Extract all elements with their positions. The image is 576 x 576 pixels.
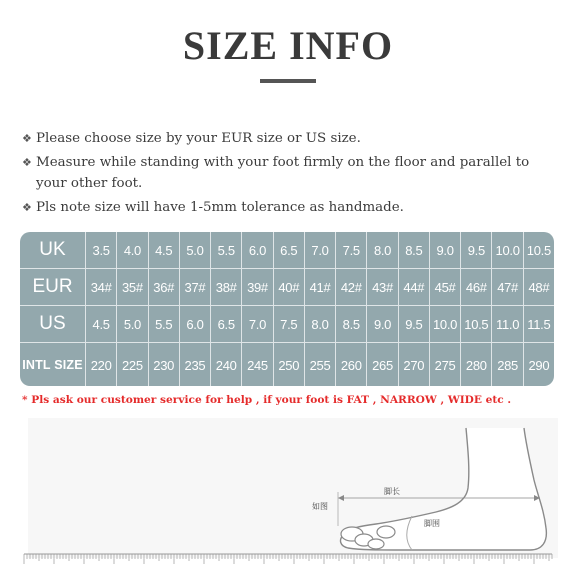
table-cell: 5.5 <box>211 232 242 268</box>
table-cell: 11.5 <box>527 316 551 332</box>
table-cell: 4.5 <box>149 232 180 268</box>
table-cell: 3.5 <box>86 232 117 268</box>
table-cell: 8.0 <box>367 232 398 268</box>
bullet-icon: ❖ <box>22 132 32 145</box>
note-item <box>22 197 562 219</box>
table-cell: 8.5 <box>336 306 367 342</box>
example-label: 如图 <box>312 502 328 511</box>
table-cell: 10.0 <box>492 232 523 268</box>
table-row <box>20 269 554 306</box>
table-cell: 38# <box>211 269 242 305</box>
toe-3 <box>368 539 384 549</box>
title-underline <box>260 79 316 83</box>
row-label: US <box>20 306 86 342</box>
table-cell: 7.0 <box>242 306 273 342</box>
row-label: INTL SIZE <box>20 343 86 386</box>
table-cell: 37# <box>180 269 211 305</box>
customer-service-warning: * Pls ask our customer service for help , if your foot is FAT , NARROW , WIDE etc . <box>22 394 512 406</box>
table-cell: 235 <box>180 343 211 386</box>
bullet-icon: ❖ <box>22 155 32 169</box>
foot-circumference-label: 脚围 <box>424 519 440 528</box>
table-cell: 250 <box>274 343 305 386</box>
bullet-icon: ❖ <box>22 200 32 214</box>
table-cell: 5.5 <box>149 306 180 342</box>
table-cell: 6.5 <box>274 232 305 268</box>
table-cell: 9.0 <box>367 306 398 342</box>
table-cell: 40# <box>274 269 305 305</box>
table-cell: 220 <box>86 343 117 386</box>
table-cell: 47# <box>492 269 523 305</box>
table-cell: 225 <box>117 343 148 386</box>
table-cell: 36# <box>149 269 180 305</box>
row-label: UK <box>20 232 86 268</box>
table-cell: 44# <box>399 269 430 305</box>
table-cell: 7.0 <box>305 232 336 268</box>
table-cell: 280 <box>461 343 492 386</box>
foot-length-label: 脚长 <box>384 487 400 496</box>
table-cell: 42# <box>336 269 367 305</box>
toe-4 <box>377 526 395 538</box>
table-cell: 5.0 <box>180 232 211 268</box>
table-cell: 260 <box>336 343 367 386</box>
table-cell: 6.0 <box>242 232 273 268</box>
table-cell: 6.5 <box>211 306 242 342</box>
table-cell: 7.5 <box>274 306 305 342</box>
table-cell: 35# <box>117 269 148 305</box>
table-cell: 7.5 <box>336 232 367 268</box>
table-cell: 39# <box>242 269 273 305</box>
table-cell: 10.5 <box>461 306 492 342</box>
size-notes <box>22 128 562 220</box>
table-cell: 265 <box>367 343 398 386</box>
table-cell: 245 <box>242 343 273 386</box>
table-cell: 9.5 <box>461 232 492 268</box>
table-cell: 41# <box>305 269 336 305</box>
note-text: Measure while standing with your foot firmly on the floor and parallel to your other foot. <box>36 154 530 191</box>
table-cell: 240 <box>211 343 242 386</box>
table-cell: 9.0 <box>430 232 461 268</box>
row-label: EUR <box>20 269 86 305</box>
table-cell: 48# <box>528 279 550 295</box>
size-chart-table <box>20 232 554 386</box>
note-text: Pls note size will have 1-5mm tolerance as handmade. <box>36 199 404 215</box>
table-cell: 34# <box>86 269 117 305</box>
table-cell: 8.0 <box>305 306 336 342</box>
table-cell: 8.5 <box>399 232 430 268</box>
table-cell: 285 <box>492 343 523 386</box>
table-cell: 4.0 <box>117 232 148 268</box>
table-cell: 230 <box>149 343 180 386</box>
table-cell: 4.5 <box>86 306 117 342</box>
table-cell: 11.0 <box>492 306 523 342</box>
note-text: Please choose size by your EUR size or US size. <box>36 131 361 146</box>
table-row <box>20 343 554 386</box>
table-cell: 6.0 <box>180 306 211 342</box>
table-cell: 10.5 <box>526 242 551 258</box>
table-cell: 43# <box>367 269 398 305</box>
table-cell: 290 <box>528 357 550 373</box>
table-cell: 275 <box>430 343 461 386</box>
table-cell: 5.0 <box>117 306 148 342</box>
table-row <box>20 232 554 269</box>
table-cell: 255 <box>305 343 336 386</box>
table-cell: 10.0 <box>430 306 461 342</box>
table-cell: 270 <box>399 343 430 386</box>
table-cell: 46# <box>461 269 492 305</box>
note-item <box>22 128 562 150</box>
page-title: SIZE INFO <box>182 23 394 68</box>
table-cell: 45# <box>430 269 461 305</box>
table-cell: 9.5 <box>399 306 430 342</box>
note-item <box>22 152 562 195</box>
foot-measure-diagram <box>0 410 576 576</box>
table-row <box>20 306 554 343</box>
